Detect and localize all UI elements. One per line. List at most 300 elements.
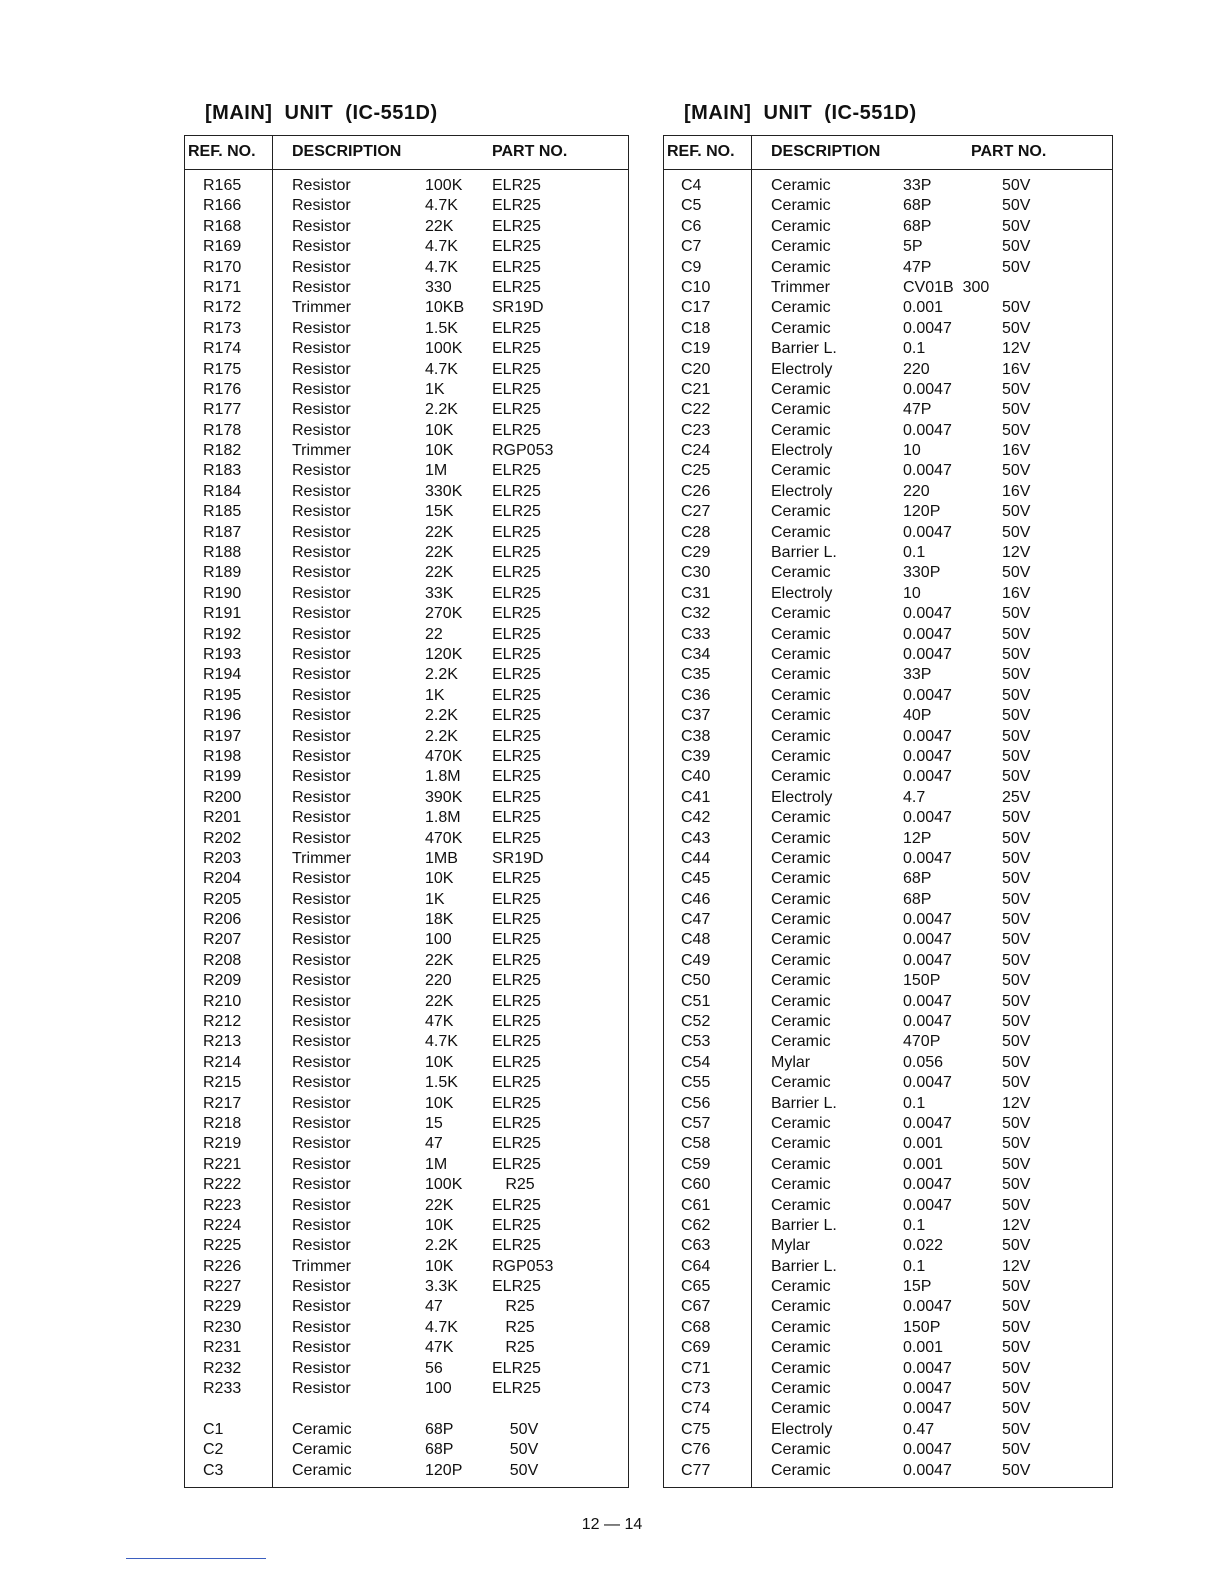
table-row [185, 665, 628, 685]
description-cell: Ceramic [771, 666, 831, 684]
table-row [664, 767, 1112, 787]
part-no-cell: 50V [1002, 625, 1031, 643]
table-header [185, 136, 628, 170]
table-row [185, 1257, 628, 1277]
ref-no-cell: R217 [203, 1094, 242, 1112]
part-no-cell: 50V [1002, 1074, 1031, 1092]
ref-no-cell: R196 [203, 707, 242, 725]
description-cell: Ceramic [771, 1155, 831, 1173]
ref-no-cell: R166 [203, 197, 242, 215]
description-cell: Trimmer [292, 299, 351, 317]
description-cell: Resistor [292, 972, 351, 990]
part-no-cell: ELR25 [492, 1359, 541, 1377]
description-cell: Resistor [292, 340, 351, 358]
value-cell: 0.0047 [903, 931, 952, 949]
description-cell: Ceramic [771, 829, 831, 847]
value-cell: 0.0047 [903, 768, 952, 786]
part-no-cell: ELR25 [492, 340, 541, 358]
ref-no-cell: R197 [203, 727, 242, 745]
ref-no-cell: R169 [203, 238, 242, 256]
ref-no-cell: R232 [203, 1359, 242, 1377]
table-row [185, 1440, 628, 1460]
table-row [664, 849, 1112, 869]
table-row [185, 1216, 628, 1236]
ref-no-cell: R219 [203, 1135, 242, 1153]
value-cell: 100 [425, 931, 452, 949]
ref-no-cell: R192 [203, 625, 242, 643]
value-cell: 10K [425, 870, 454, 888]
part-no-cell: 50V [1002, 523, 1031, 541]
table-row [185, 237, 628, 257]
description-cell: Resistor [292, 197, 351, 215]
table-row [185, 1359, 628, 1379]
part-no-cell: ELR25 [492, 747, 541, 765]
description-cell: Ceramic [771, 217, 831, 235]
description-cell: Ceramic [292, 1441, 352, 1459]
description-cell: Ceramic [771, 768, 831, 786]
value-cell: 33K [425, 584, 454, 602]
part-no-cell: SR19D [492, 299, 544, 317]
table-row [185, 217, 628, 237]
part-no-cell: RGP053 [492, 1257, 554, 1275]
description-cell: Ceramic [771, 258, 831, 276]
table-row [185, 1196, 628, 1216]
table-row [664, 665, 1112, 685]
value-cell: 47 [425, 1135, 443, 1153]
part-no-cell: ELR25 [492, 258, 541, 276]
description-cell: Resistor [292, 217, 351, 235]
part-no-cell: 50V [1002, 849, 1031, 867]
table-row [185, 890, 628, 910]
part-no-cell: 16V [1002, 360, 1031, 378]
description-cell: Barrier L. [771, 1257, 837, 1275]
part-no-cell: ELR25 [492, 1216, 541, 1234]
ref-no-cell: R202 [203, 829, 242, 847]
table-row [664, 258, 1112, 278]
part-no-cell: 50V [1002, 727, 1031, 745]
ref-no-cell: R209 [203, 972, 242, 990]
table-row [185, 1236, 628, 1256]
value-cell: 22 [425, 625, 443, 643]
table-row [185, 278, 628, 298]
ref-no-cell: C20 [681, 360, 711, 378]
description-cell: Ceramic [771, 1013, 831, 1031]
description-cell: Resistor [292, 1216, 351, 1234]
value-cell: 10K [425, 1053, 454, 1071]
ref-no-cell: R195 [203, 686, 242, 704]
description-cell: Trimmer [292, 442, 351, 460]
ref-no-cell: C1 [203, 1420, 224, 1438]
description-cell: Resistor [292, 686, 351, 704]
description-cell: Resistor [292, 788, 351, 806]
ref-no-cell: C48 [681, 931, 711, 949]
part-no-cell: 16V [1002, 584, 1031, 602]
description-cell: Electroly [771, 482, 833, 500]
description-cell: Resistor [292, 1339, 351, 1357]
table-row [664, 421, 1112, 441]
value-cell: 4.7K [425, 197, 458, 215]
table-row [664, 1359, 1112, 1379]
description-cell: Resistor [292, 605, 351, 623]
ref-no-cell: R174 [203, 340, 242, 358]
value-cell: 1.5K [425, 319, 458, 337]
value-cell: 2.2K [425, 1237, 458, 1255]
table-row [185, 1461, 628, 1481]
description-cell: Ceramic [771, 727, 831, 745]
table-row [185, 1379, 628, 1399]
part-no-cell: ELR25 [492, 1278, 541, 1296]
value-cell: 4.7K [425, 238, 458, 256]
ref-no-cell: C28 [681, 523, 711, 541]
ref-no-cell: R210 [203, 992, 242, 1010]
table-row [185, 788, 628, 808]
ref-no-cell: C57 [681, 1114, 711, 1132]
table-row [185, 441, 628, 461]
value-cell: 0.0047 [903, 727, 952, 745]
value-cell: 0.0047 [903, 1196, 952, 1214]
part-no-cell: 50V [1002, 686, 1031, 704]
part-no-cell: ELR25 [492, 584, 541, 602]
table-row [185, 829, 628, 849]
table-row [185, 461, 628, 481]
part-no-cell: 50V [1002, 890, 1031, 908]
ref-no-cell: C59 [681, 1155, 711, 1173]
ref-no-cell: C3 [203, 1461, 224, 1479]
ref-no-cell: R207 [203, 931, 242, 949]
part-no-cell: 50V [1002, 1155, 1031, 1173]
table-row [185, 482, 628, 502]
ref-no-cell: C73 [681, 1380, 711, 1398]
table-row [185, 1032, 628, 1052]
part-no-cell: ELR25 [492, 829, 541, 847]
table-row [664, 380, 1112, 400]
part-no-cell: 50V [492, 1461, 539, 1479]
value-cell: 0.47 [903, 1420, 935, 1438]
value-cell: 0.001 [903, 1339, 944, 1357]
ref-no-cell: R227 [203, 1278, 242, 1296]
part-no-cell: 50V [1002, 1339, 1031, 1357]
part-no-cell: ELR25 [492, 319, 541, 337]
part-no-cell: ELR25 [492, 788, 541, 806]
part-no-cell: 50V [1002, 401, 1031, 419]
ref-no-cell: C37 [681, 707, 711, 725]
table-row [664, 441, 1112, 461]
ref-no-cell: R233 [203, 1380, 242, 1398]
part-no-cell: 50V [1002, 1196, 1031, 1214]
part-no-cell: ELR25 [492, 1135, 541, 1153]
description-cell: Resistor [292, 951, 351, 969]
description-cell: Resistor [292, 829, 351, 847]
ref-no-cell: R215 [203, 1074, 242, 1092]
value-cell: 150P [903, 1318, 941, 1336]
description-cell: Resistor [292, 177, 351, 194]
ref-no-cell: R230 [203, 1318, 242, 1336]
part-no-cell: ELR25 [492, 605, 541, 623]
ref-no-cell: R212 [203, 1013, 242, 1031]
part-no-cell: ELR25 [492, 1053, 541, 1071]
ref-no-cell: C21 [681, 380, 711, 398]
description-cell: Ceramic [771, 238, 831, 256]
part-no-cell: ELR25 [492, 625, 541, 643]
ref-no-cell: C63 [681, 1237, 711, 1255]
value-cell: 5P [903, 238, 923, 256]
description-cell: Trimmer [292, 849, 351, 867]
value-cell: 2.2K [425, 401, 458, 419]
value-cell: 0.0047 [903, 1013, 952, 1031]
part-no-cell: ELR25 [492, 278, 541, 296]
value-cell: 0.0047 [903, 605, 952, 623]
part-no-cell: R25 [492, 1339, 535, 1357]
table-row [185, 1175, 628, 1195]
part-no-cell: ELR25 [492, 523, 541, 541]
value-cell: 1M [425, 462, 448, 480]
part-no-cell: 50V [1002, 972, 1031, 990]
ref-no-cell: R218 [203, 1114, 242, 1132]
part-no-cell: 50V [1002, 564, 1031, 582]
ref-no-cell: C49 [681, 951, 711, 969]
table-row [185, 1399, 628, 1419]
value-cell: 40P [903, 707, 932, 725]
footer-rule [126, 1558, 266, 1559]
part-no-cell: 50V [1002, 380, 1031, 398]
part-no-cell: ELR25 [492, 1094, 541, 1112]
part-no-cell: 50V [1002, 258, 1031, 276]
ref-no-cell: R165 [203, 177, 242, 194]
table-row [185, 625, 628, 645]
table-row [185, 1277, 628, 1297]
header-description: DESCRIPTION [771, 143, 881, 160]
table-row [664, 502, 1112, 522]
table-row [185, 1073, 628, 1093]
value-cell: 0.0047 [903, 951, 952, 969]
table-row [664, 1175, 1112, 1195]
value-cell: 10 [903, 584, 921, 602]
value-cell: 120P [425, 1461, 463, 1479]
table-row [664, 727, 1112, 747]
part-no-cell: ELR25 [492, 380, 541, 398]
description-cell: Ceramic [771, 686, 831, 704]
description-cell: Ceramic [771, 197, 831, 215]
value-cell: 4.7K [425, 360, 458, 378]
table-row [185, 1338, 628, 1358]
value-cell: 0.0047 [903, 1400, 952, 1418]
table-row [664, 196, 1112, 216]
part-no-cell: 12V [1002, 340, 1031, 358]
ref-no-cell: R199 [203, 768, 242, 786]
table-row [185, 502, 628, 522]
ref-no-cell: C64 [681, 1257, 711, 1275]
table-row [664, 298, 1112, 318]
value-cell: 47P [903, 258, 932, 276]
left-parts-table [184, 135, 629, 1488]
part-no-cell: 50V [1002, 1176, 1031, 1194]
table-row [664, 400, 1112, 420]
table-row [185, 930, 628, 950]
description-cell: Resistor [292, 564, 351, 582]
header-description: DESCRIPTION [292, 143, 402, 160]
value-cell: 470K [425, 829, 463, 847]
description-cell: Ceramic [292, 1420, 352, 1438]
value-cell: 0.0047 [903, 1298, 952, 1316]
value-cell: 0.1 [903, 1257, 926, 1275]
description-cell: Ceramic [771, 992, 831, 1010]
description-cell: Ceramic [771, 1339, 831, 1357]
page-number: 12 — 14 [581, 1516, 643, 1533]
ref-no-cell: C19 [681, 340, 711, 358]
description-cell: Trimmer [771, 278, 830, 296]
table-row [664, 584, 1112, 604]
description-cell: Ceramic [771, 462, 831, 480]
description-cell: Ceramic [771, 503, 831, 521]
part-no-cell: 50V [1002, 503, 1031, 521]
description-cell: Resistor [292, 319, 351, 337]
ref-no-cell: C29 [681, 544, 711, 562]
part-no-cell: 50V [492, 1441, 539, 1459]
table-row [185, 176, 628, 196]
description-cell: Resistor [292, 1094, 351, 1112]
ref-no-cell: R170 [203, 258, 242, 276]
ref-no-cell: R200 [203, 788, 242, 806]
description-cell: Resistor [292, 747, 351, 765]
value-cell: 1MB [425, 849, 458, 867]
table-row [185, 421, 628, 441]
table-row [185, 1134, 628, 1154]
ref-no-cell: R222 [203, 1176, 242, 1194]
ref-no-cell: R175 [203, 360, 242, 378]
description-cell: Resistor [292, 1155, 351, 1173]
ref-no-cell: C44 [681, 849, 711, 867]
value-cell: 0.0047 [903, 686, 952, 704]
table-row [664, 992, 1112, 1012]
value-cell: 1.5K [425, 1074, 458, 1092]
part-no-cell: 25V [1002, 788, 1031, 806]
description-cell: Ceramic [771, 931, 831, 949]
ref-no-cell: R226 [203, 1257, 242, 1275]
ref-no-cell: R205 [203, 890, 242, 908]
table-row [664, 1297, 1112, 1317]
description-cell: Ceramic [771, 401, 831, 419]
ref-no-cell: R224 [203, 1216, 242, 1234]
part-no-cell: 50V [1002, 931, 1031, 949]
value-cell: 22K [425, 564, 454, 582]
description-cell: Ceramic [771, 1278, 831, 1296]
ref-no-cell: C32 [681, 605, 711, 623]
description-cell: Resistor [292, 1278, 351, 1296]
table-row [185, 360, 628, 380]
description-cell: Resistor [292, 1114, 351, 1132]
ref-no-cell: C77 [681, 1461, 711, 1479]
value-cell: 0.0047 [903, 645, 952, 663]
ref-no-cell: C53 [681, 1033, 711, 1051]
ref-no-cell: C76 [681, 1441, 711, 1459]
ref-no-cell: C22 [681, 401, 711, 419]
table-row [185, 1012, 628, 1032]
ref-no-cell: R188 [203, 544, 242, 562]
part-no-cell: 12V [1002, 1094, 1031, 1112]
value-cell: 10K [425, 421, 454, 439]
table-row [185, 1094, 628, 1114]
ref-no-cell: R206 [203, 911, 242, 929]
part-no-cell: 50V [1002, 462, 1031, 480]
ref-no-cell: C50 [681, 972, 711, 990]
description-cell: Electroly [771, 1420, 833, 1438]
part-no-cell: ELR25 [492, 931, 541, 949]
description-cell: Resistor [292, 1196, 351, 1214]
part-no-cell: 50V [492, 1420, 539, 1438]
part-no-cell: 50V [1002, 1318, 1031, 1336]
part-no-cell: 12V [1002, 1257, 1031, 1275]
ref-no-cell: R193 [203, 645, 242, 663]
ref-no-cell: R189 [203, 564, 242, 582]
ref-no-cell: R190 [203, 584, 242, 602]
description-cell: Resistor [292, 931, 351, 949]
table-row [664, 1420, 1112, 1440]
ref-no-cell: C45 [681, 870, 711, 888]
value-cell: 15K [425, 503, 454, 521]
description-cell: Resistor [292, 1135, 351, 1153]
value-cell: 100K [425, 1176, 463, 1194]
table-row [664, 686, 1112, 706]
value-cell: 330P [903, 564, 941, 582]
ref-no-cell: C23 [681, 421, 711, 439]
ref-no-cell: C61 [681, 1196, 711, 1214]
value-cell: 0.0047 [903, 380, 952, 398]
description-cell: Ceramic [771, 1176, 831, 1194]
ref-no-cell: R229 [203, 1298, 242, 1316]
ref-no-cell: R221 [203, 1155, 242, 1173]
description-cell: Resistor [292, 1033, 351, 1051]
table-row [185, 258, 628, 278]
table-row [664, 930, 1112, 950]
ref-no-cell: C2 [203, 1441, 224, 1459]
description-cell: Ceramic [771, 1298, 831, 1316]
part-no-cell: ELR25 [492, 951, 541, 969]
ref-no-cell: R223 [203, 1196, 242, 1214]
part-no-cell: 50V [1002, 1461, 1031, 1479]
part-no-cell: 50V [1002, 1420, 1031, 1438]
description-cell: Resistor [292, 768, 351, 786]
description-cell: Resistor [292, 544, 351, 562]
part-no-cell: ELR25 [492, 809, 541, 827]
table-row [664, 1053, 1112, 1073]
part-no-cell: 50V [1002, 870, 1031, 888]
table-row [664, 788, 1112, 808]
part-no-cell: RGP053 [492, 442, 554, 460]
value-cell: 68P [903, 197, 932, 215]
value-cell: 220 [903, 360, 930, 378]
value-cell: 0.056 [903, 1053, 944, 1071]
table-row [185, 951, 628, 971]
part-no-cell: 50V [1002, 299, 1031, 317]
ref-no-cell: R191 [203, 605, 242, 623]
value-cell: 0.1 [903, 340, 926, 358]
table-row [185, 298, 628, 318]
description-cell: Ceramic [771, 1033, 831, 1051]
table-row [664, 1216, 1112, 1236]
table-row [664, 523, 1112, 543]
value-cell: 220 [903, 482, 930, 500]
part-no-cell: ELR25 [492, 911, 541, 929]
value-cell: 4.7K [425, 1033, 458, 1051]
value-cell: 2.2K [425, 666, 458, 684]
right-parts-table [663, 135, 1113, 1488]
table-row [185, 869, 628, 889]
ref-no-cell: C67 [681, 1298, 711, 1316]
description-cell: Ceramic [771, 177, 831, 194]
value-cell: 120P [903, 503, 941, 521]
part-no-cell: R25 [492, 1318, 535, 1336]
value-cell: 0.0047 [903, 1074, 952, 1092]
